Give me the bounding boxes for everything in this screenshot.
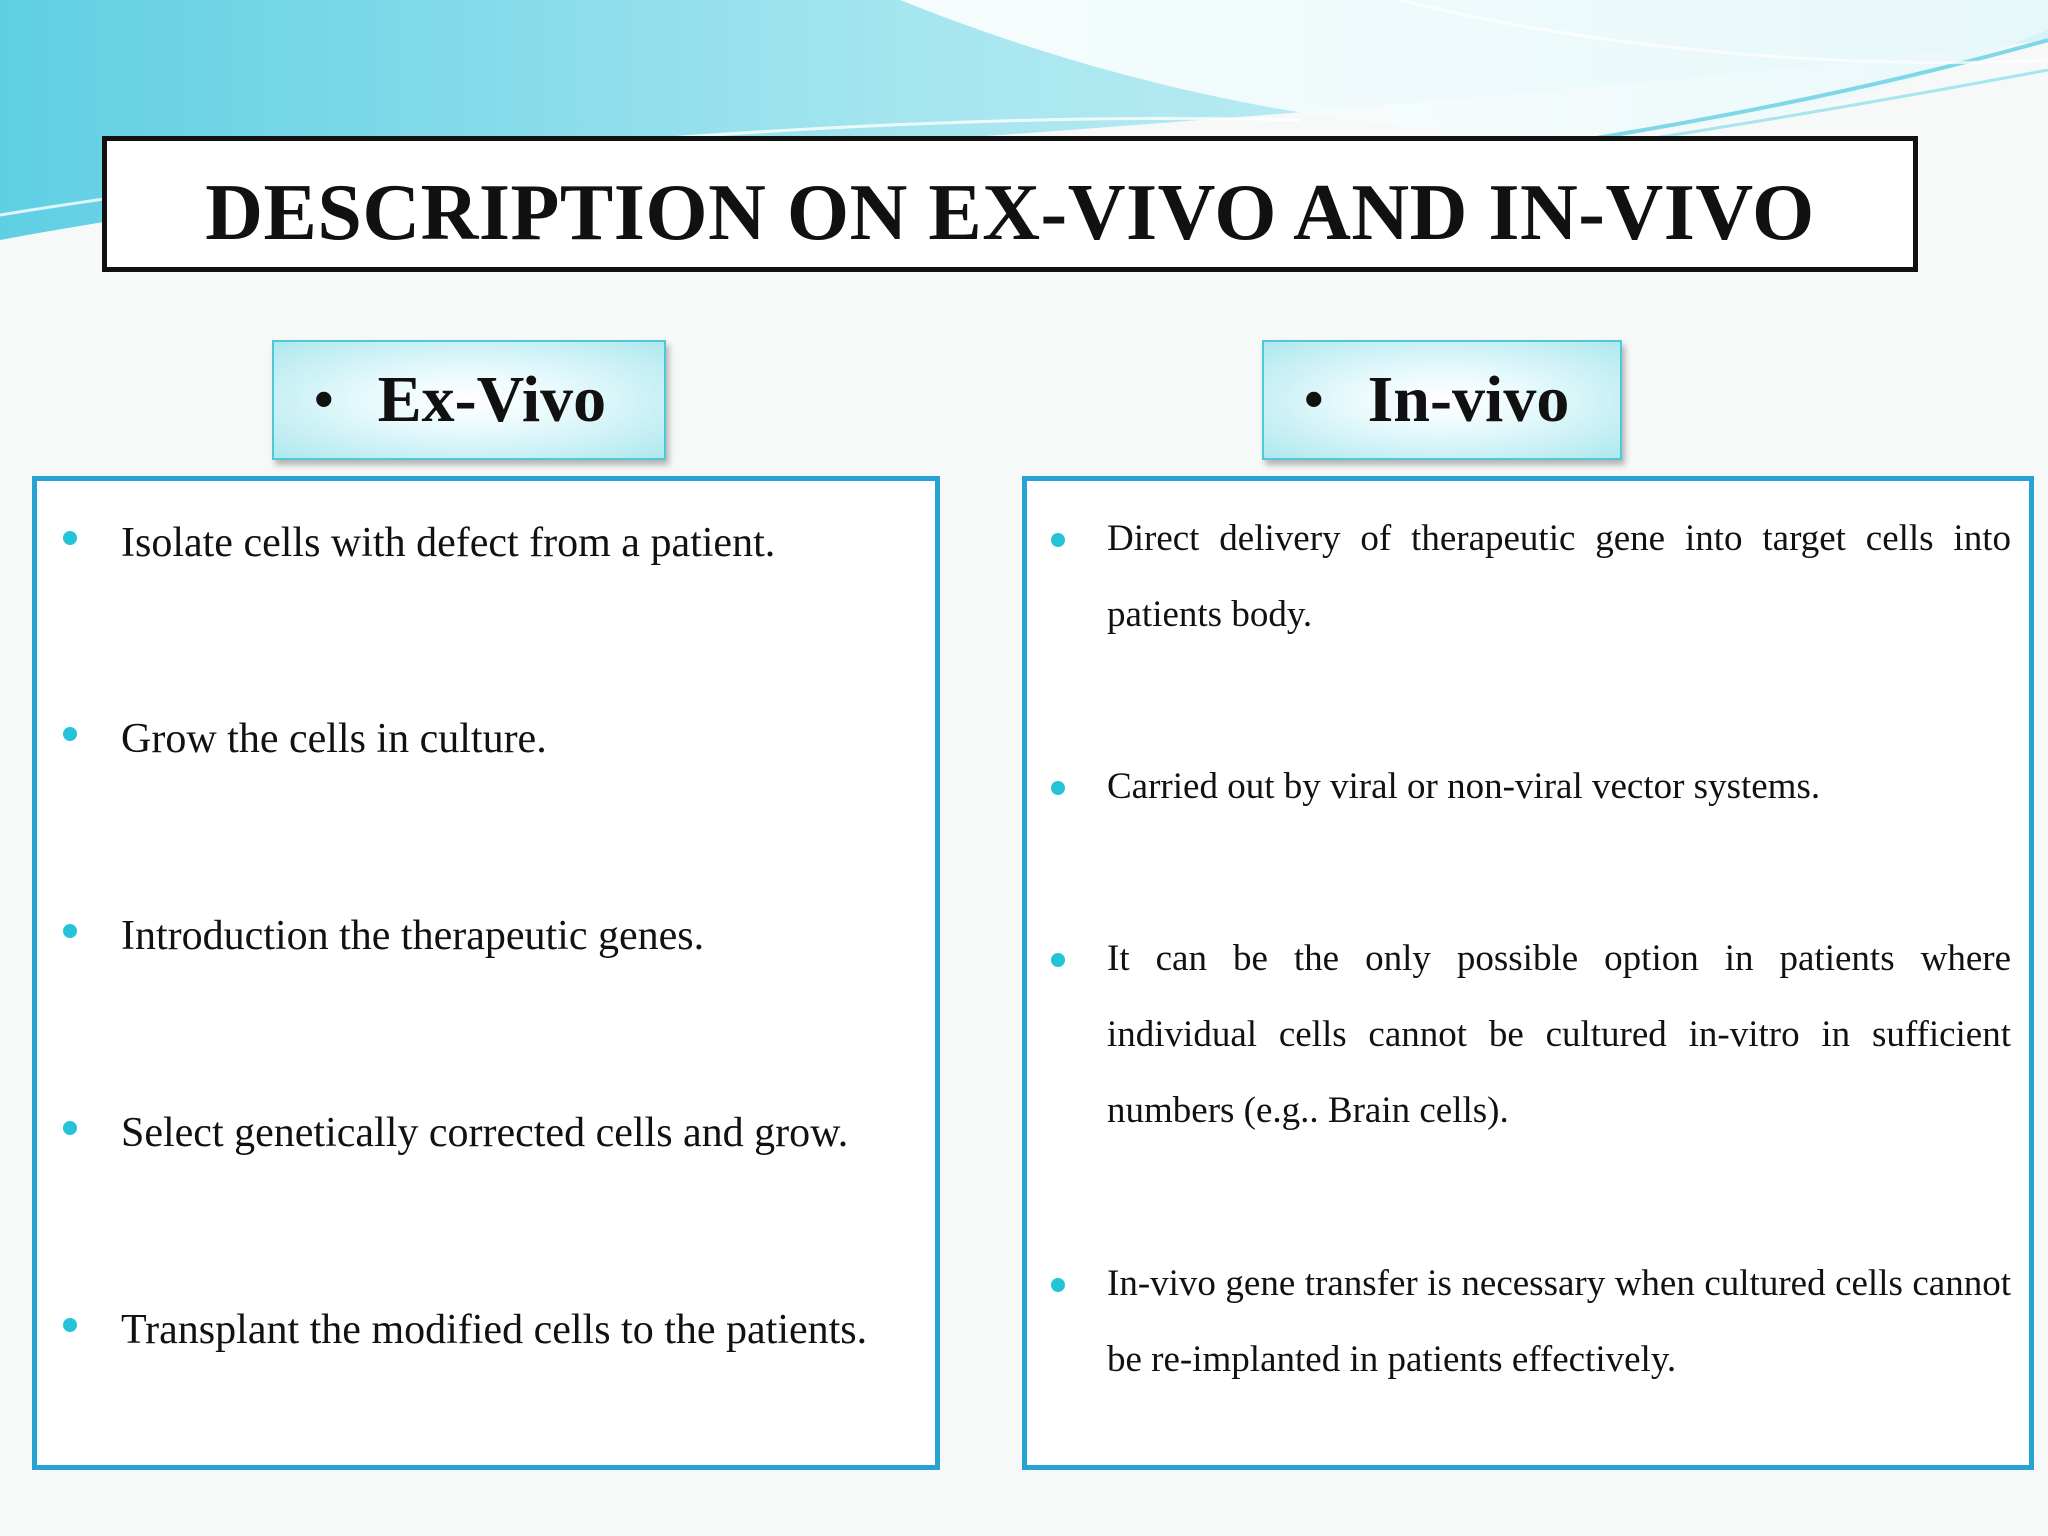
bullet-icon xyxy=(1051,533,1065,547)
list-item-text: Carried out by viral or non-viral vector systems. xyxy=(1107,766,1821,807)
in-vivo-heading xyxy=(1262,340,1622,460)
list-item-text: Transplant the modified cells to the patients. xyxy=(121,1307,868,1353)
bullet-icon xyxy=(1051,781,1065,795)
list-item-text: Isolate cells with defect from a patient. xyxy=(121,520,776,566)
bullet-icon xyxy=(1051,953,1065,967)
page-title: DESCRIPTION ON EX-VIVO AND IN-VIVO xyxy=(205,168,1815,257)
in-vivo-heading-label: In-vivo xyxy=(1367,363,1570,436)
bullet-icon xyxy=(63,1318,77,1332)
list-item-text: Select genetically corrected cells and grow. xyxy=(121,1110,849,1156)
list-item-text: Introduction the therapeutic genes. xyxy=(121,913,705,959)
ex-vivo-heading xyxy=(272,340,666,460)
ex-vivo-heading-label: Ex-Vivo xyxy=(377,363,607,436)
list-item-text: Direct delivery of therapeutic gene into target cells into patients body. xyxy=(1107,518,2011,635)
title-box xyxy=(102,136,1918,272)
list-item-text: It can be the only possible option in patients where individual cells cannot be cultured in-vitro in sufficient numbers (e.g.. Brain cells). xyxy=(1107,938,2011,1131)
bullet: • xyxy=(314,369,334,431)
list-item-text: Grow the cells in culture. xyxy=(121,716,547,762)
bullet-icon xyxy=(1051,1278,1065,1292)
bullet-icon xyxy=(63,531,77,545)
ex-vivo-panel xyxy=(32,476,940,1470)
bullet-icon xyxy=(63,727,77,741)
bullet-icon xyxy=(63,924,77,938)
bullet: • xyxy=(1304,369,1324,431)
in-vivo-panel xyxy=(1022,476,2034,1470)
list-item-text: In-vivo gene transfer is necessary when cultured cells cannot be re-implanted in patients effectively. xyxy=(1107,1263,2011,1380)
bullet-icon xyxy=(63,1121,77,1135)
